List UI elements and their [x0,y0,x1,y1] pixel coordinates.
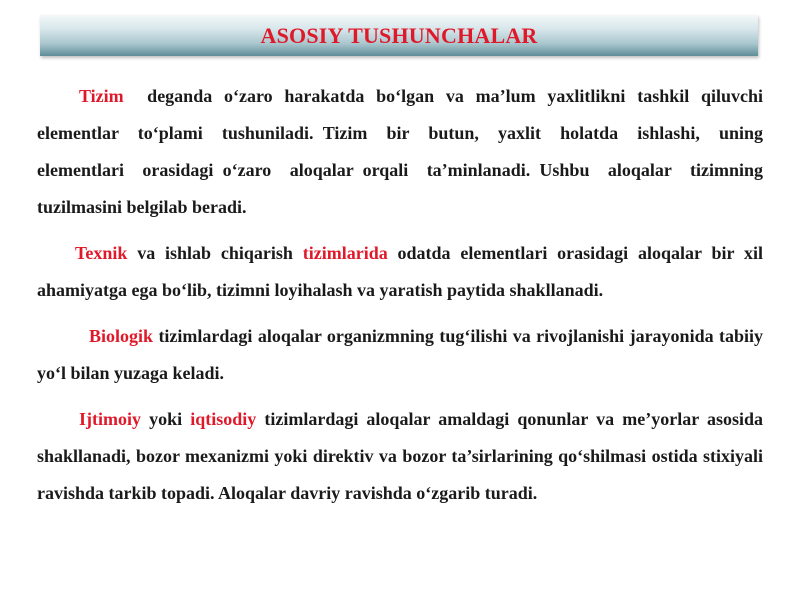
paragraph-ijtimoiy [37,401,763,512]
paragraph-text: tizimlardagi aloqalar organizmning tug‘ilishi va rivojlanishi jarayonida tabiiy yo‘l bilan yuzaga keladi. [37,326,763,383]
keyword-iqtisodiy: iqtisodiy [190,409,257,429]
title-banner [40,15,758,56]
keyword-texnik: Texnik [75,243,128,263]
keyword-tizim: Tizim [79,86,124,106]
paragraph-text: tizimlardagi aloqalar amaldagi qonunlar va me’yorlar asosida shakllanadi, bozor mexanizmi yoki direktiv va bozor ta’sirlarining qo‘shilmasi ostida stixiyali ravishda tarkib topadi. Aloqalar davriy ravishda o‘zgarib turadi. [37,409,763,503]
keyword-biologik: Biologik [89,326,154,346]
paragraph-texnik [37,235,763,309]
paragraph-text: deganda o‘zaro harakatda bo‘lgan va ma’lum yaxlitlikni tashkil qiluvchi elementlar to‘plami tushuniladi. Tizim bir butun, yaxlit holatda ishlashi, uning elementlari orasidagi o‘zaro aloqalar orqali ta’minlanadi. Ushbu aloqalar tizimning tuzilmasini belgilab beradi. [37,86,772,217]
paragraph-tizim [37,78,772,226]
paragraph-text: yoki [141,409,191,429]
paragraph-biologik [37,318,763,392]
keyword-tizimlarida: tizimlarida [302,243,388,263]
paragraph-text: odatda elementlari orasidagi aloqalar bir xil ahamiyatga ega bo‘lib, tizimni loyihalash va yaratish paytida shakllanadi. [37,243,764,300]
document-body [37,78,772,521]
paragraph-text: va ishlab chiqarish [127,243,303,263]
page-title: ASOSIY TUSHUNCHALAR [260,22,538,48]
keyword-ijtimoiy: Ijtimoiy [79,409,141,429]
